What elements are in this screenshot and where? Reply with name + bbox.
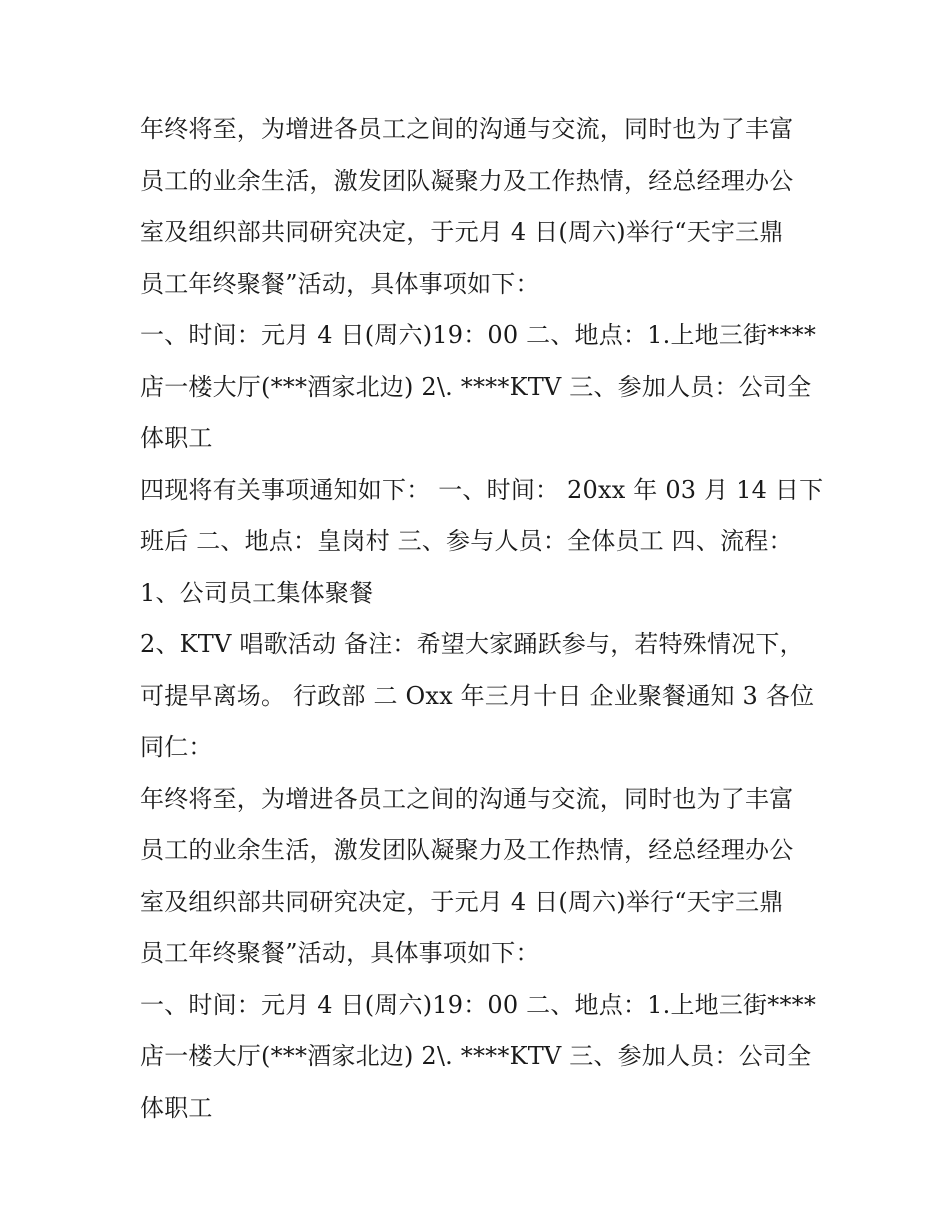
text-line: 室及组织部共同研究决定，于元月 4 日(周六)举行“天宇三鼎	[140, 887, 784, 916]
text-line: 一、时间：元月 4 日(周六)19：00 二、地点：1.上地三街****	[140, 990, 817, 1019]
text-line: 店一楼大厅(***酒家北边) 2\. ****KTV 三、参加人员：公司全	[140, 1042, 812, 1070]
document-body	[140, 104, 830, 1134]
text-line: 体职工	[140, 424, 213, 452]
text-line: 员工年终聚餐”活动，具体事项如下：	[140, 939, 540, 967]
text-line: 2、KTV 唱歌活动 备注：希望大家踊跃参与，若特殊情况下，	[140, 630, 804, 658]
text-line: 四现将有关事项通知如下： 一、时间： 20xx 年 03 月 14 日下	[140, 475, 824, 504]
text-line: 员工的业余生活，激发团队凝聚力及工作热情，经总经理办公	[140, 836, 794, 864]
text-line: 同仁：	[140, 733, 213, 761]
text-line: 员工年终聚餐”活动，具体事项如下：	[140, 269, 540, 298]
text-line: 班后 二、地点：皇岗村 三、参与人员：全体员工 四、流程：	[140, 527, 793, 555]
text-line: 1、公司员工集体聚餐	[140, 578, 374, 607]
text-line: 体职工	[140, 1093, 213, 1122]
text-line: 室及组织部共同研究决定，于元月 4 日(周六)举行“天宇三鼎	[140, 218, 784, 246]
text-line: 员工的业余生活，激发团队凝聚力及工作热情，经总经理办公	[140, 166, 794, 195]
text-line: 年终将至，为增进各员工之间的沟通与交流，同时也为了丰富	[140, 115, 794, 143]
text-line: 店一楼大厅(***酒家北边) 2\. ****KTV 三、参加人员：公司全	[140, 372, 812, 401]
text-line: 可提早离场。 行政部 二 Oxx 年三月十日 企业聚餐通知 3 各位	[140, 681, 815, 710]
text-line: 年终将至，为增进各员工之间的沟通与交流，同时也为了丰富	[140, 784, 794, 813]
text-line: 一、时间：元月 4 日(周六)19：00 二、地点：1.上地三街****	[140, 321, 817, 349]
